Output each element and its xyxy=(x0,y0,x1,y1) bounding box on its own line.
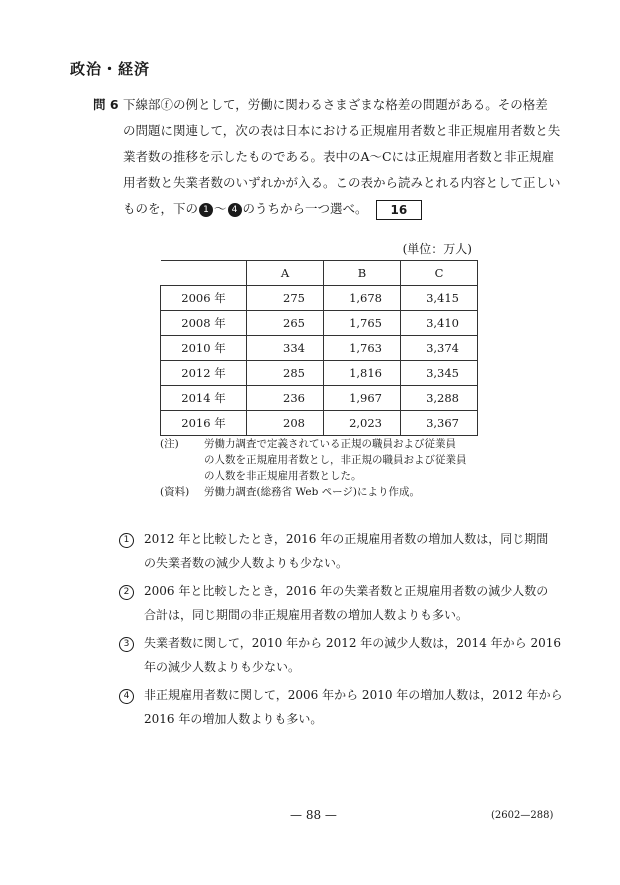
question-line-2: の問題に関連して，次の表は日本における正規雇用者数と非正規雇用者数と失 xyxy=(123,123,561,138)
column-header-a: A xyxy=(247,261,324,286)
option-3-marker: 3 xyxy=(119,637,134,652)
cell-a: 208 xyxy=(247,411,324,436)
note-text-line-1: 労働力調査で定義されている正規の職員および従業員 xyxy=(204,438,456,450)
cell-a: 334 xyxy=(247,336,324,361)
answer-number-box: 16 xyxy=(376,200,423,220)
table-row xyxy=(161,386,478,411)
option-3[interactable] xyxy=(116,631,561,679)
option-4[interactable] xyxy=(116,683,563,731)
note-text-line-3: の人数を非正規雇用者数とした。 xyxy=(204,470,362,482)
cell-b: 1,678 xyxy=(324,286,401,311)
row-year: 2010 年 xyxy=(161,336,247,361)
cell-a: 236 xyxy=(247,386,324,411)
cell-c: 3,367 xyxy=(401,411,478,436)
employment-table xyxy=(160,260,478,436)
cell-c: 3,410 xyxy=(401,311,478,336)
cell-c: 3,374 xyxy=(401,336,478,361)
source-text: 労働力調査(総務省 Web ページ)により作成。 xyxy=(204,486,421,498)
table-header-row xyxy=(161,261,478,286)
row-year: 2012 年 xyxy=(161,361,247,386)
row-year: 2014 年 xyxy=(161,386,247,411)
question-line-5 xyxy=(123,196,553,222)
exam-code: (2602—288) xyxy=(491,810,554,821)
table-row xyxy=(161,361,478,386)
row-year: 2008 年 xyxy=(161,311,247,336)
question-line-5-start: ものを，下の xyxy=(123,201,199,216)
option-4-marker: 4 xyxy=(119,689,134,704)
option-1[interactable] xyxy=(116,527,556,575)
option-1-marker: 1 xyxy=(119,533,134,548)
cell-c: 3,415 xyxy=(401,286,478,311)
option-4-line-1: 非正規雇用者数に関して，2006 年から 2010 年の増加人数は，2012 年から xyxy=(144,688,563,702)
cell-a: 285 xyxy=(247,361,324,386)
question-label: 問 6 xyxy=(93,97,119,112)
cell-b: 1,765 xyxy=(324,311,401,336)
question-line-5-end: のうちから一つ選べ。 xyxy=(242,201,368,216)
option-2-marker: 2 xyxy=(119,585,134,600)
option-1-line-1: 2012 年と比較したとき，2016 年の正規雇用者数の増加人数は，同じ期間 xyxy=(144,532,549,546)
row-year: 2016 年 xyxy=(161,411,247,436)
page-number: — 88 — xyxy=(290,808,337,822)
source-row xyxy=(160,484,467,500)
note-text-line-2: の人数を正規雇用者数とし，非正規の職員および従業員 xyxy=(204,454,467,466)
answer-options xyxy=(116,527,563,735)
option-range-end-marker: 4 xyxy=(228,203,242,217)
cell-a: 265 xyxy=(247,311,324,336)
option-2-line-1: 2006 年と比較したとき，2016 年の失業者数と正規雇用者数の減少人数の xyxy=(144,584,549,598)
question-line-4: 用者数と失業者数のいずれかが入る。この表から読みとれる内容として正しい xyxy=(123,175,561,190)
cell-c: 3,288 xyxy=(401,386,478,411)
question-block xyxy=(93,92,561,222)
option-4-line-2: 2016 年の増加人数よりも多い。 xyxy=(144,712,323,726)
option-1-line-2: の失業者数の減少人数よりも少ない。 xyxy=(144,556,349,570)
column-header-b: B xyxy=(324,261,401,286)
note-row xyxy=(160,436,467,452)
option-3-line-1: 失業者数に関して，2010 年から 2012 年の減少人数は，2014 年から 2016 xyxy=(144,636,561,650)
row-year: 2006 年 xyxy=(161,286,247,311)
question-text xyxy=(123,92,561,222)
table-corner-cell xyxy=(161,261,247,286)
option-range-separator: ～ xyxy=(214,201,227,216)
cell-b: 1,816 xyxy=(324,361,401,386)
table-row xyxy=(161,336,478,361)
table-row xyxy=(161,286,478,311)
cell-b: 1,967 xyxy=(324,386,401,411)
table-notes xyxy=(160,436,467,500)
question-line-1: 下線部ⓕの例として，労働に関わるさまざまな格差の問題がある。その格差 xyxy=(123,97,548,112)
column-header-c: C xyxy=(401,261,478,286)
table-row xyxy=(161,311,478,336)
option-range-start-marker: 1 xyxy=(199,203,213,217)
option-2-line-2: 合計は，同じ期間の非正規雇用者数の増加人数よりも多い。 xyxy=(144,608,469,622)
cell-b: 1,763 xyxy=(324,336,401,361)
source-label: (資料) xyxy=(160,486,190,498)
section-title: 政治・経済 xyxy=(70,60,151,78)
cell-a: 275 xyxy=(247,286,324,311)
question-line-3: 業者数の推移を示したものである。表中のA～Cには正規雇用者数と非正規雇 xyxy=(123,149,555,164)
table-row xyxy=(161,411,478,436)
cell-c: 3,345 xyxy=(401,361,478,386)
table-unit-label: (単位：万人) xyxy=(402,242,472,256)
cell-b: 2,023 xyxy=(324,411,401,436)
option-3-line-2: 年の減少人数よりも少ない。 xyxy=(144,660,301,674)
option-2[interactable] xyxy=(116,579,556,627)
note-label: (注) xyxy=(160,438,179,450)
